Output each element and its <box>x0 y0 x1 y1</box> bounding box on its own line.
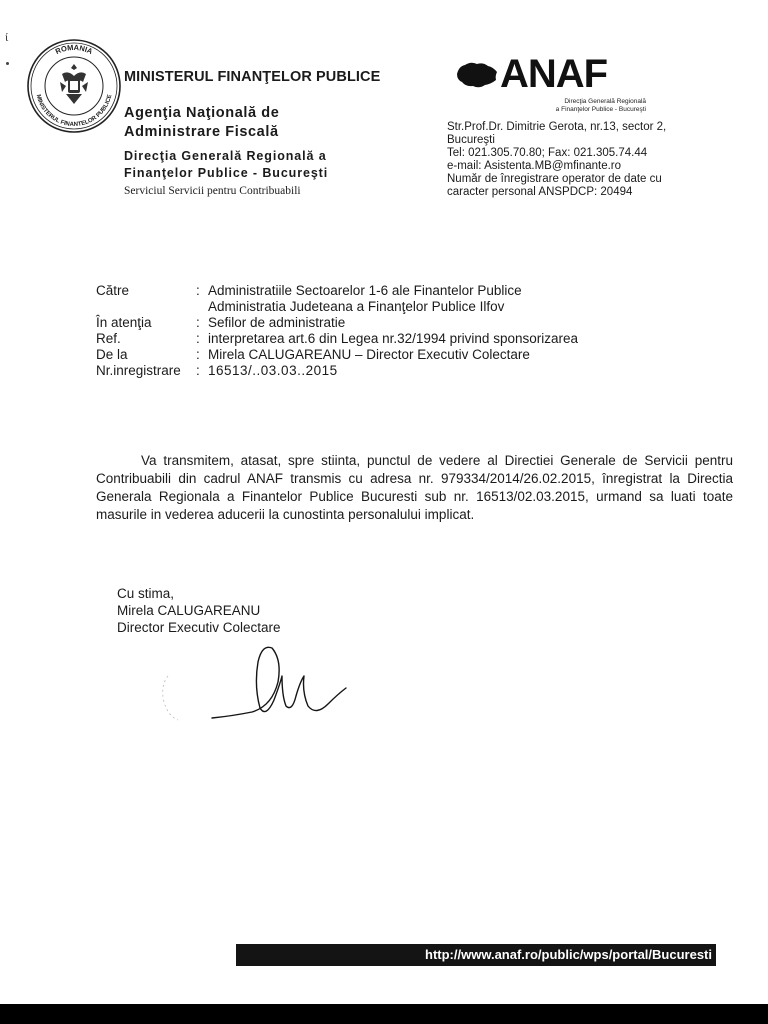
agency-line-2: Administrare Fiscală <box>124 124 279 140</box>
margin-dot <box>6 62 9 65</box>
anaf-logo-text: ANAF <box>500 52 608 96</box>
closing-block <box>117 585 281 636</box>
registration-number: 16513/..03.03..2015 <box>208 363 338 378</box>
closing-greeting: Cu stima, <box>117 586 175 601</box>
anaf-sub-line-1: Direcţia Generală Regională <box>564 98 646 105</box>
address-phone-fax: Tel: 021.305.70.80; Fax: 021.305.74.44 <box>447 147 648 159</box>
seal-text-top: ROMANIA <box>53 42 95 57</box>
meta-row-to <box>96 283 578 315</box>
recipient-1: Administratiile Sectoarelor 1-6 ale Finantelor Publice <box>208 283 522 298</box>
meta-sep: : <box>196 315 200 330</box>
address-registration-2: caracter personal ANSPDCP: 20494 <box>447 186 633 198</box>
letter-body <box>96 452 733 524</box>
anaf-logo-subtitle <box>512 98 646 113</box>
meta-sep: : <box>196 331 200 346</box>
agency-name <box>124 104 279 142</box>
address-email: e-mail: Asistenta.MB@mfinante.ro <box>447 160 622 172</box>
anaf-sub-line-2: a Finanţelor Publice - Bucureşti <box>555 105 646 113</box>
meta-row-attention <box>96 315 578 331</box>
meta-sep: : <box>196 347 200 362</box>
agency-line-1: Agenţia Naţională de <box>124 105 280 121</box>
ministry-name: MINISTERUL FINANŢELOR PUBLICE <box>124 69 381 85</box>
meta-row-registration <box>96 363 578 379</box>
signatory-title: Director Executiv Colectare <box>117 620 281 635</box>
meta-value <box>208 283 578 315</box>
signatory-name: Mirela CALUGAREANU <box>117 603 261 618</box>
ministry-seal-icon <box>26 38 122 134</box>
footer-url[interactable]: http://www.anaf.ro/public/wps/portal/Bucuresti <box>425 947 712 962</box>
meta-value: Sefilor de administratie <box>208 315 346 330</box>
address-line-2: Bucureşti <box>447 134 495 146</box>
recipient-2: Administratia Judeteana a Finanţelor Publice Ilfov <box>208 299 505 314</box>
meta-label: Nr.inregistrare <box>96 363 181 378</box>
address-registration-1: Număr de înregistrare operator de date cu <box>447 173 662 185</box>
meta-label: Ref. <box>96 331 121 346</box>
meta-sep: : <box>196 363 200 378</box>
address-line-1: Str.Prof.Dr. Dimitrie Gerota, nr.13, sector 2, <box>447 121 667 133</box>
meta-sep: : <box>196 283 200 298</box>
regional-direction <box>124 148 328 182</box>
seal-text-bottom: MINISTERUL FINANTELOR PUBLICE <box>34 93 114 129</box>
margin-mark: ί <box>5 30 9 44</box>
meta-value: interpretarea art.6 din Legea nr.32/1994 privind sponsorizarea <box>208 331 578 346</box>
letter-meta <box>96 283 578 379</box>
scan-bottom-band <box>0 1004 768 1024</box>
meta-label: De la <box>96 347 128 362</box>
direction-line-1: Direcţia Generală Regională a <box>124 149 327 163</box>
meta-row-ref <box>96 331 578 347</box>
direction-line-2: Finanţelor Publice - Bucureşti <box>124 166 329 180</box>
romania-map-icon <box>455 60 499 90</box>
meta-value: Mirela CALUGAREANU – Director Executiv Colectare <box>208 347 530 362</box>
contact-address <box>447 121 666 199</box>
meta-label: În atenţia <box>96 315 152 330</box>
handwritten-signature-icon <box>150 636 380 736</box>
service-name: Serviciul Servicii pentru Contribuabili <box>124 185 301 197</box>
footer-url-bar <box>236 944 716 966</box>
meta-row-from <box>96 347 578 363</box>
meta-label: Către <box>96 283 130 298</box>
body-paragraph: Va transmitem, atasat, spre stiinta, punctul de vedere al Directiei Generale de Servicii pentru Contribuabili din cadrul ANAF transmis cu adresa nr. 979334/2014/26.02.2015, înregistrat la Directia Generala Regionala a Finantelor Publice Bucuresti sub nr. 16513/02.03.2015, urmand sa luati toate masurile in vederea aducerii la cunostinta personalului implicat. <box>96 453 733 522</box>
